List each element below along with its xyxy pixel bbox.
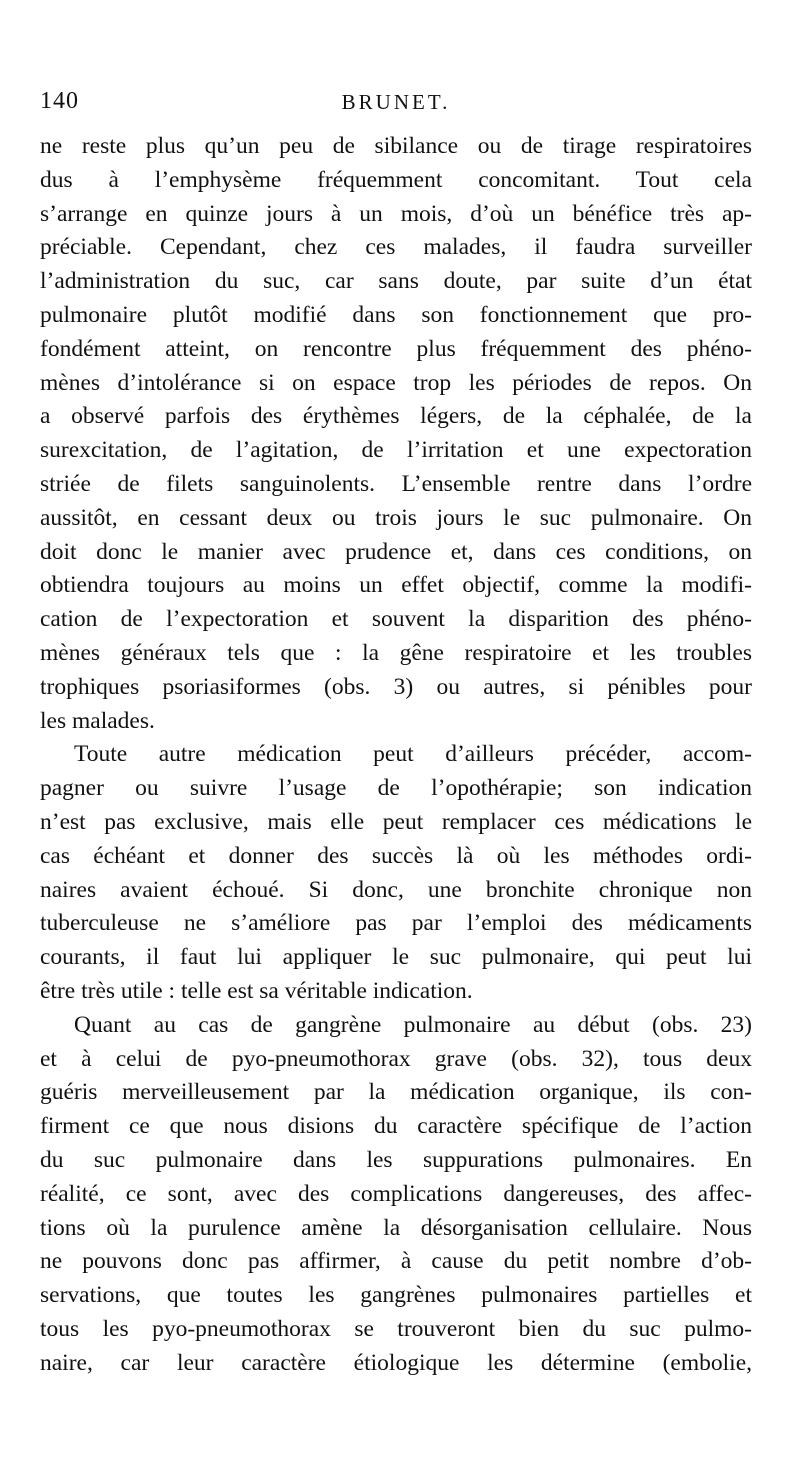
text-line: cation de l’expectoration et souvent la disparition des phéno- [40,606,752,633]
text-line: du suc pulmonaire dans les suppurations pulmonaires. En [40,1146,752,1173]
text-line: tous les pyo-pneumothorax se trouveront bien du suc pulmo- [40,1315,752,1342]
text-line: trophiques psoriasiformes (obs. 3) ou autres, si pénibles pour [40,673,752,700]
text-line: naires avaient échoué. Si donc, une bronchite chronique non [40,876,752,903]
text-line: Quant au cas de gangrène pulmonaire au début (obs. 23) [74,1011,752,1038]
paragraph [40,130,752,738]
text-line: mènes généraux tels que : la gêne respiratoire et les troubles [40,639,752,666]
text-line: surexcitation, de l’agitation, de l’irritation et une expectoration [40,437,752,464]
text-line: aussitôt, en cessant deux ou trois jours le suc pulmonaire. On [40,504,752,531]
text-line: courants, il faut lui appliquer le suc pulmonaire, qui peut lui [40,944,752,971]
text-line: guéris merveilleusement par la médication organique, ils con- [40,1079,752,1106]
text-line: ne pouvons donc pas affirmer, à cause du petit nombre d’ob- [40,1248,752,1275]
body-text [40,130,752,1380]
text-line: préciable. Cependant, chez ces malades, il faudra surveiller [40,234,752,261]
text-line: l’administration du suc, car sans doute, par suite d’un état [40,268,752,295]
running-head [40,88,752,122]
text-line: tions où la purulence amène la désorganisation cellulaire. Nous [40,1214,752,1241]
text-line: s’arrange en quinze jours à un mois, d’où un bénéfice très ap- [40,200,752,227]
paragraph [40,738,752,1008]
text-line: réalité, ce sont, avec des complications dangereuses, des affec- [40,1180,752,1207]
text-line: mènes d’intolérance si on espace trop les périodes de repos. On [40,369,752,396]
text-line: fondément atteint, on rencontre plus fréquemment des phéno- [40,335,752,362]
running-title: BRUNET. [341,90,451,114]
text-line: ne reste plus qu’un peu de sibilance ou de tirage respiratoires [40,133,752,159]
text-line: a observé parfois des érythèmes légers, de la céphalée, de la [40,403,752,430]
text-line: tuberculeuse ne s’améliore pas par l’emploi des médicaments [40,910,752,937]
page-number: 140 [40,88,79,114]
text-line: cas échéant et donner des succès là où les méthodes ordi- [40,842,752,869]
text-line: obtiendra toujours au moins un effet objectif, comme la modifi- [40,572,752,599]
text-line: firment ce que nous disions du caractère spécifique de l’action [40,1113,752,1140]
text-line: pulmonaire plutôt modifié dans son fonctionnement que pro- [40,301,752,328]
text-line: pagner ou suivre l’usage de l’opothérapie; son indication [40,775,752,802]
paragraph [40,1009,752,1381]
text-line: dus à l’emphysème fréquemment concomitant. Tout cela [40,166,752,193]
text-line: et à celui de pyo-pneumothorax grave (obs. 32), tous deux [40,1045,752,1072]
text-line: les malades. [40,707,155,734]
text-line: n’est pas exclusive, mais elle peut remplacer ces médications le [40,808,752,835]
text-line: striée de filets sanguinolents. L’ensemble rentre dans l’ordre [40,470,752,497]
text-line: servations, que toutes les gangrènes pulmonaires partielles et [40,1282,752,1309]
text-line: naire, car leur caractère étiologique les détermine (embolie, [40,1349,752,1376]
text-line: Toute autre médication peut d’ailleurs précéder, accom- [74,741,752,768]
text-line: être très utile : telle est sa véritable indication. [40,977,473,1004]
text-line: doit donc le manier avec prudence et, dans ces conditions, on [40,538,752,565]
